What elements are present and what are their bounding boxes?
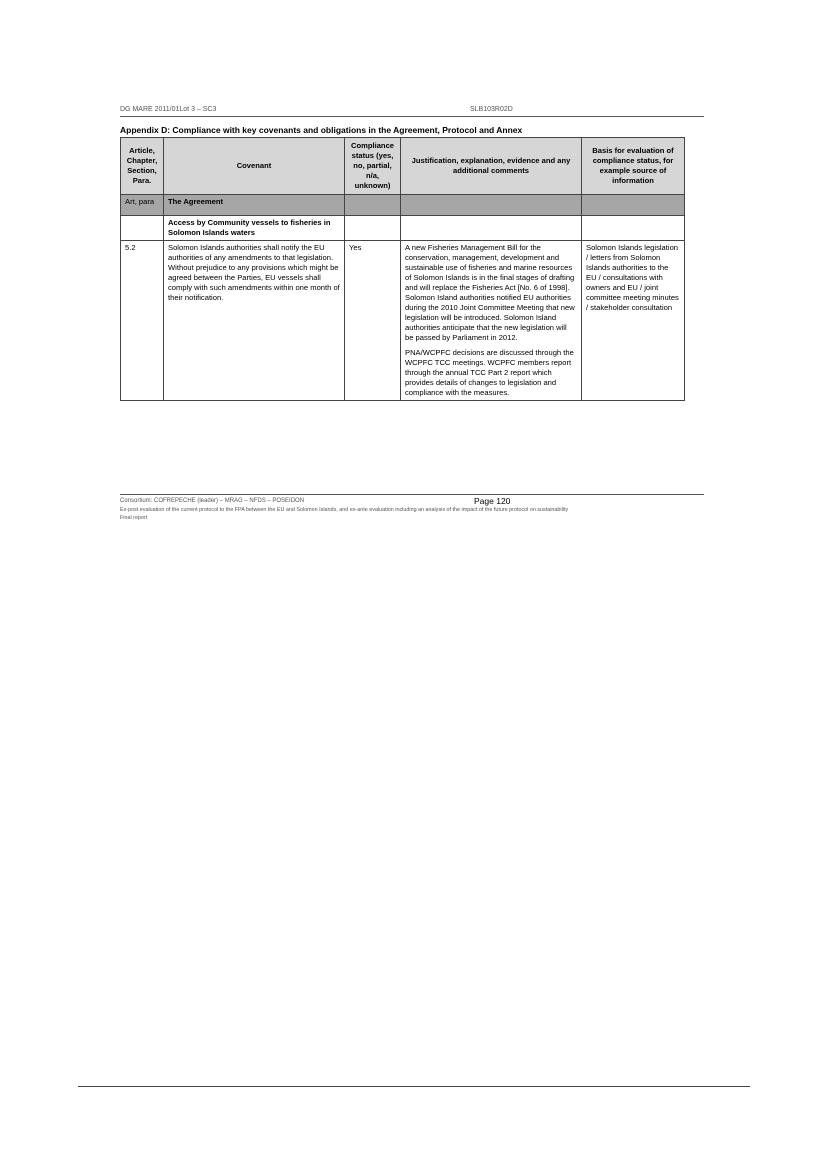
- header-justification: Justification, explanation, evidence and any additional comments: [401, 138, 582, 195]
- justification-paragraph: A new Fisheries Management Bill for the conservation, management, development and sustainable use of fisheries and marine resources of Solomon Islands is in the final stages of drafting and will replace the Fisheries Act [No. 6 of 1998]. Solomon Island authorities notified EU authorities during the 2010 Joint Committee Meeting that new legislation will be introduced. Solomon Island authorities anticipate that the new legislation will be passed by Parliament in 2012.: [405, 243, 575, 343]
- table-row: [121, 241, 685, 401]
- section-article: Art, para: [121, 195, 164, 216]
- table-header-row: [121, 138, 685, 195]
- header-compliance: Compliance status (yes, no, partial, n/a, unknown): [345, 138, 401, 195]
- running-header-right: SLB103R02D: [470, 106, 513, 113]
- running-header-left: DG MARE 2011/01Lot 3 – SC3: [120, 106, 217, 113]
- page-number: Page 120: [474, 496, 511, 506]
- row-covenant: Solomon Islands authorities shall notify the EU authorities of any amendments to that legislation. Without prejudice to any provisions which might be agreed between the Parties, EU vessels shall comply with such amendments within one month of their notification.: [164, 241, 345, 401]
- row-compliance: Yes: [345, 241, 401, 401]
- section-empty-cell: [345, 195, 401, 216]
- compliance-table: [120, 137, 685, 401]
- header-rule: [120, 116, 704, 117]
- justification-paragraph: PNA/WCPFC decisions are discussed through the WCPFC TCC meetings. WCPFC members report through the annual TCC Part 2 report which provides details of changes to legislation and compliance with the measures.: [405, 348, 574, 398]
- row-article: 5.2: [121, 241, 164, 401]
- subsection-empty-cell: [345, 216, 401, 241]
- section-empty-cell: [582, 195, 685, 216]
- header-basis: Basis for evaluation of compliance status, for example source of information: [582, 138, 685, 195]
- section-empty-cell: [401, 195, 582, 216]
- subsection-empty-cell: [401, 216, 582, 241]
- subsection-empty-cell: [582, 216, 685, 241]
- row-basis: Solomon Islands legislation / letters from Solomon Islands authorities to the EU / consultations with owners and EU / joint committee meeting minutes / stakeholder consultation: [582, 241, 685, 401]
- subsection-title: Access by Community vessels to fisheries in Solomon Islands waters: [164, 216, 345, 241]
- footer-report-type: Final report: [120, 515, 148, 521]
- section-title: The Agreement: [164, 195, 345, 216]
- appendix-title: Appendix D: Compliance with key covenants and obligations in the Agreement, Protocol and Annex: [120, 125, 523, 135]
- row-justification: [401, 241, 582, 401]
- footer-consortium: Consortium: COFREPECHE (leader) – MRAG – NFDS – POSEIDON: [120, 498, 305, 504]
- header-covenant: Covenant: [164, 138, 345, 195]
- page-bottom-rule: [78, 1086, 750, 1087]
- section-row: [121, 195, 685, 216]
- footer-description: Ex-post evaluation of the current protocol to the FPA between the EU and Solomon Islands, and ex-ante evaluation including an analysis of the impact of the future protocol on sustainability: [120, 507, 569, 513]
- subsection-empty-cell: [121, 216, 164, 241]
- subsection-row: [121, 216, 685, 241]
- footer-rule: [120, 494, 704, 495]
- header-article: Article, Chapter, Section, Para.: [121, 138, 164, 195]
